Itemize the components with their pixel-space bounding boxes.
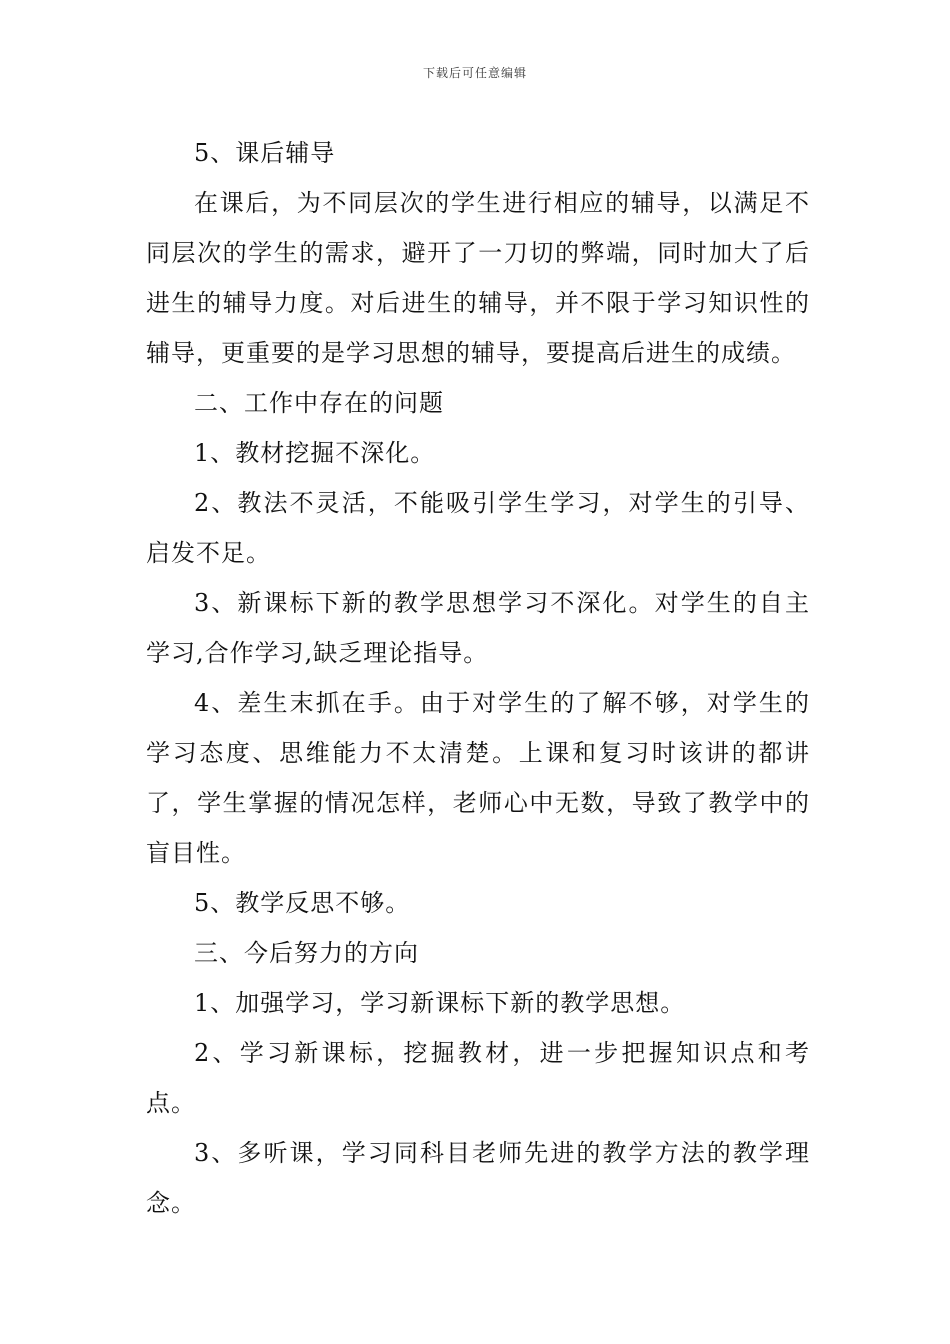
list-item-direction-2: 2、学习新课标，挖掘教材，进一步把握知识点和考点。 (146, 1039, 810, 1117)
section-heading-problems: 二、工作中存在的问题 (194, 389, 444, 417)
page-header: 下载后可任意编辑 (422, 66, 527, 80)
list-item-direction-3: 3、多听课，学习同科目老师先进的教学方法的教学理念。 (146, 1139, 810, 1217)
list-item-direction-1: 1、加强学习，学习新课标下新的教学思想。 (194, 989, 686, 1017)
list-item-problem-1: 1、教材挖掘不深化。 (194, 439, 436, 467)
list-item-problem-3: 3、新课标下新的教学思想学习不深化。对学生的自主学习,合作学习,缺乏理论指导。 (146, 589, 810, 667)
section-heading-tutoring: 5、课后辅导 (194, 139, 336, 167)
list-item-problem-2: 2、教法不灵活，不能吸引学生学习，对学生的引导、启发不足。 (146, 489, 810, 567)
document-body (146, 128, 810, 1228)
section-heading-future-direction: 三、今后努力的方向 (194, 939, 419, 967)
paragraph-tutoring-body: 在课后，为不同层次的学生进行相应的辅导，以满足不同层次的学生的需求，避开了一刀切的弊端，同时加大了后进生的辅导力度。对后进生的辅导，并不限于学习知识性的辅导，更重要的是学习思想的辅导，要提高后进生的成绩。 (146, 189, 810, 367)
list-item-problem-4: 4、差生末抓在手。由于对学生的了解不够，对学生的学习态度、思维能力不太清楚。上课和复习时该讲的都讲了，学生掌握的情况怎样，老师心中无数，导致了教学中的盲目性。 (146, 689, 810, 867)
list-item-problem-5: 5、教学反思不够。 (194, 889, 411, 917)
